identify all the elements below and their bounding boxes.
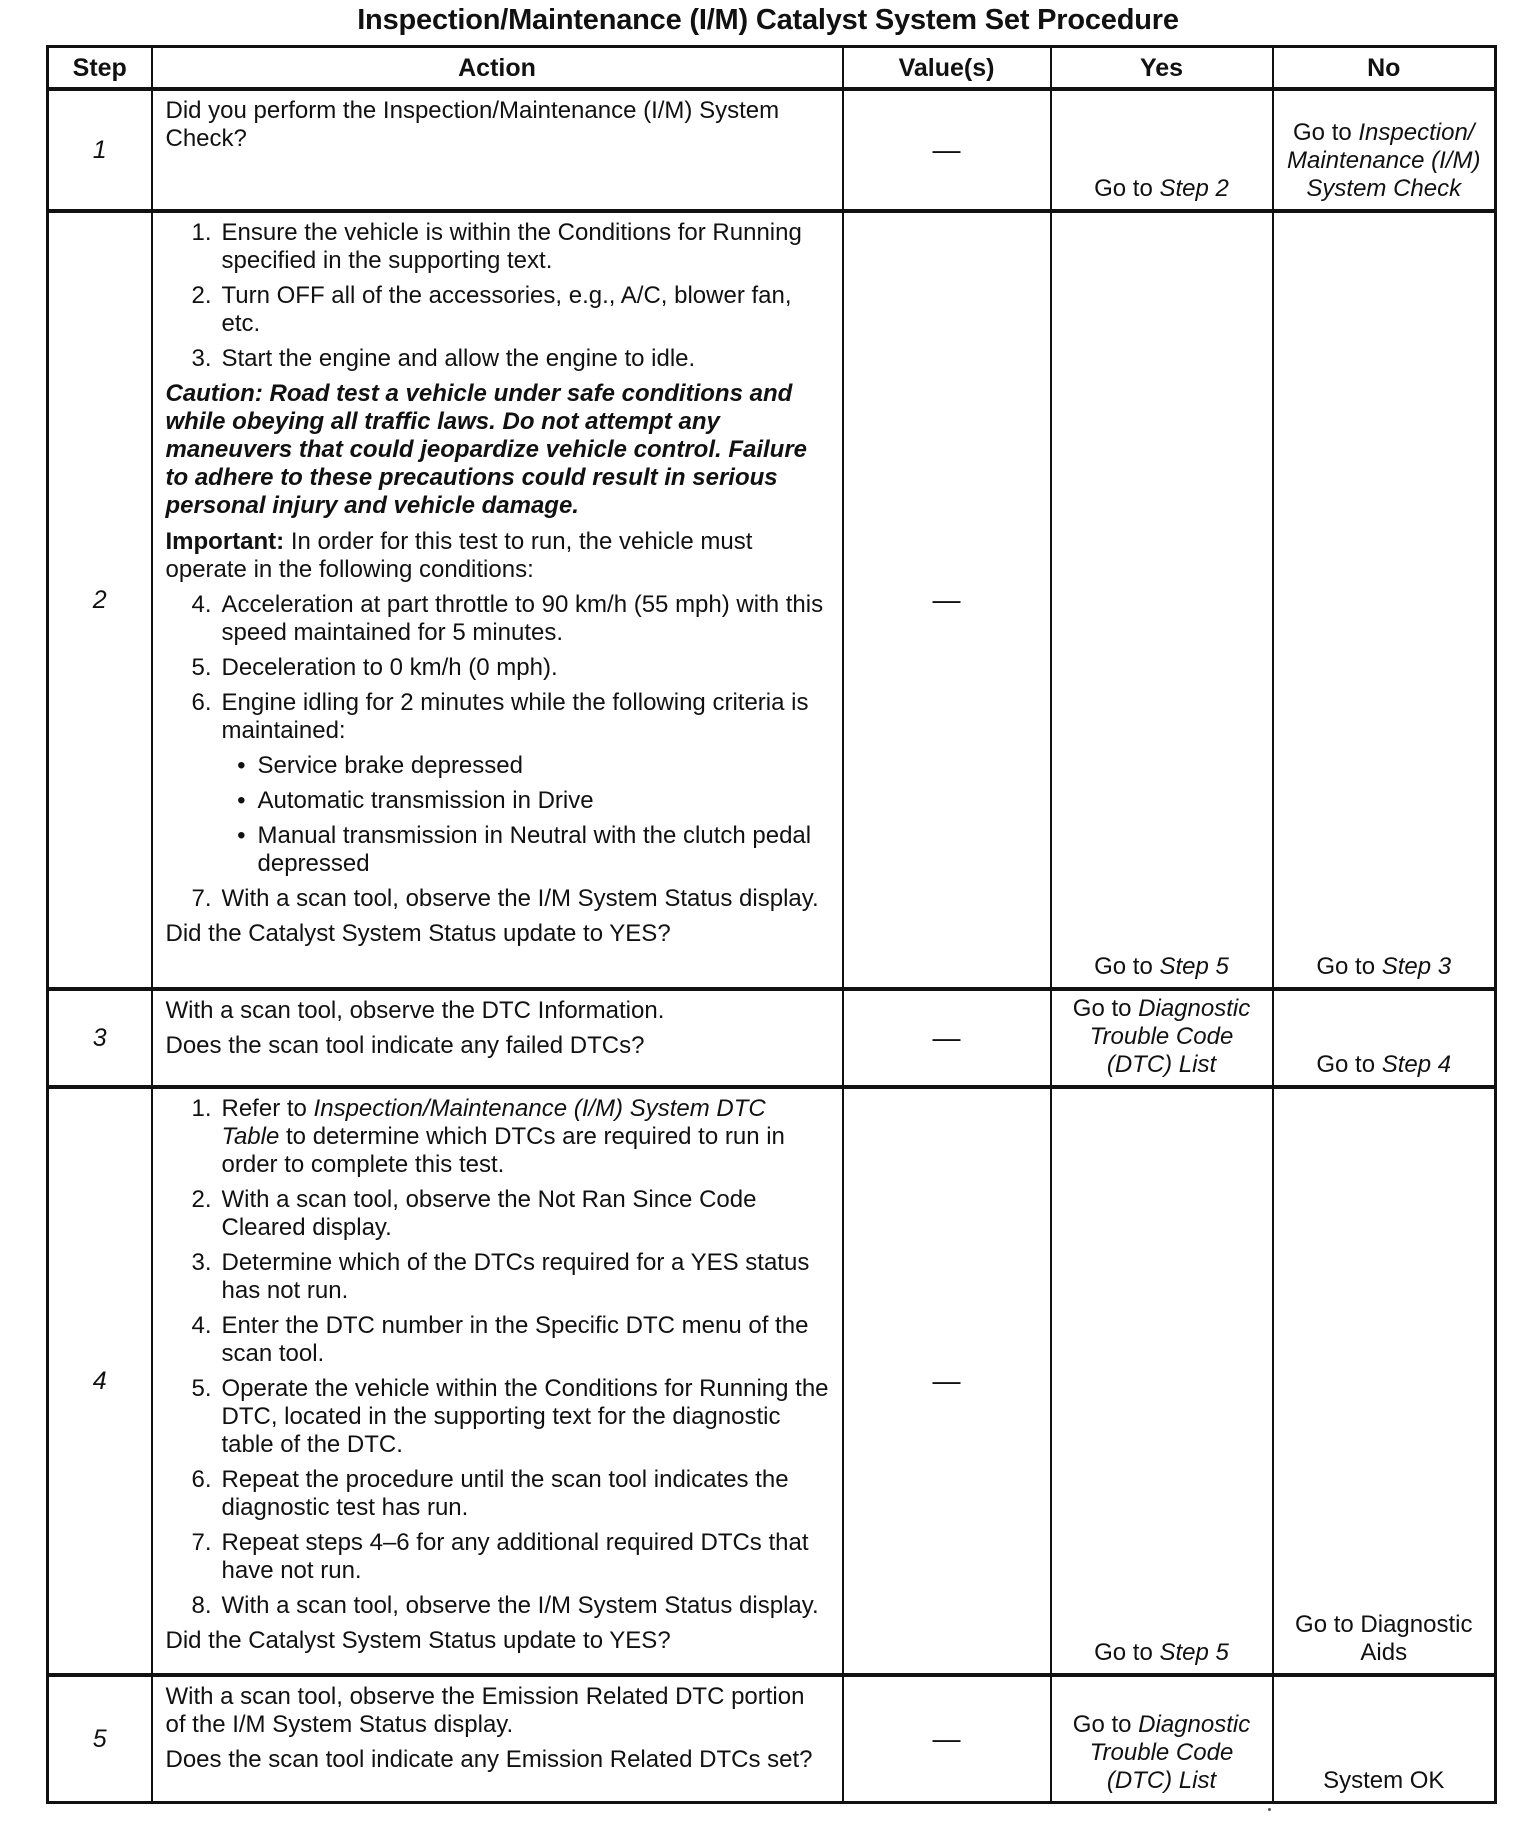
criteria-list [166,752,830,878]
list-item [166,1312,830,1368]
no-cell [1273,211,1496,989]
step-number: 5 [48,1675,152,1803]
action-list [166,591,830,745]
action-question: Did the Catalyst System Status update to YES? [165,919,671,947]
list-item [166,1529,830,1585]
header-values: Value(s) [843,47,1051,89]
item-text: Enter the DTC number in the Specific DTC menu of the scan tool. [221,1311,809,1367]
item-text: Ensure the vehicle is within the Conditions for Running specified in the supporting text. [221,218,802,274]
list-item [166,1249,830,1305]
step-number: 2 [48,211,152,989]
no-cell [1273,1087,1496,1675]
item-number: 8. [191,1591,212,1619]
no-cell [1273,1675,1496,1803]
item-text: With a scan tool, observe the Not Ran Since Code Cleared display. [221,1185,757,1241]
action-cell [152,989,843,1087]
no-cell [1273,989,1496,1087]
action-cell [152,1087,843,1675]
action-question: Does the scan tool indicate any Emission Related DTCs set? [165,1745,813,1773]
action-question: Did the Catalyst System Status update to YES? [165,1626,671,1654]
action-instruction: With a scan tool, observe the Emission Related DTC portion of the I/M System Status display. [165,1682,805,1738]
list-item [166,1186,830,1242]
bullet-icon: • [237,821,246,849]
bullet-text: Manual transmission in Neutral with the clutch pedal depressed [257,821,812,877]
item-number: 3. [191,344,212,372]
item-number: 7. [191,884,212,912]
action-list [166,1095,830,1620]
list-item [166,345,830,373]
item-number: 1. [191,1094,212,1122]
step-number: 3 [48,989,152,1087]
no-prefix: Go to [1316,952,1382,980]
item-number: 2. [191,1185,212,1213]
item-text: With a scan tool, observe the I/M System Status display. [221,1591,819,1619]
yes-cell [1051,211,1273,989]
item-number: 4. [191,590,212,618]
step-number: 1 [48,89,152,211]
item-number: 5. [191,1374,212,1402]
yes-dtc-list-link[interactable]: Diagnostic Trouble Code (DTC) List [1089,994,1251,1078]
value-cell: — [843,989,1051,1087]
action-cell [152,211,843,989]
item-number: 6. [191,688,212,716]
yes-prefix: Go to [1072,1711,1139,1738]
table-row [48,1675,1496,1803]
procedure-table [46,45,1497,1804]
list-item [166,885,830,913]
table-row [48,1087,1496,1675]
item-number: 1. [191,218,212,246]
value-cell: — [843,1675,1051,1803]
item-number: 7. [191,1528,212,1556]
item-text [222,1095,830,1179]
value-cell: — [843,1087,1051,1675]
list-item [166,689,830,745]
yes-cell [1051,989,1273,1087]
list-item [166,282,830,338]
yes-prefix: Go to [1094,1638,1160,1666]
item-text: Turn OFF all of the accessories, e.g., A/C, blower fan, etc. [221,281,792,337]
bullet-icon: • [237,751,246,779]
header-yes: Yes [1051,47,1273,89]
item-text: Engine idling for 2 minutes while the following criteria is maintained: [221,688,809,744]
header-action: Action [152,47,843,89]
header-no: No [1273,47,1496,89]
important-text: In order for this test to run, the vehicle must operate in the following conditions: [165,527,753,583]
bullet-icon: • [237,786,246,814]
value-cell: — [843,211,1051,989]
item-number: 4. [191,1311,212,1339]
page-title: Inspection/Maintenance (I/M) Catalyst System Set Procedure [357,4,1179,36]
no-prefix: Go to [1293,118,1359,146]
yes-cell [1051,89,1273,211]
action-list [166,219,830,373]
item-text: Deceleration to 0 km/h (0 mph). [221,653,558,681]
no-step-link[interactable]: Step 4 [1381,1050,1452,1078]
item-text: Operate the vehicle within the Conditions for Running the DTC, located in the supporting text for the diagnostic table of the DTC. [221,1374,829,1458]
table-row [48,211,1496,989]
list-item [166,1592,830,1620]
yes-step-link[interactable]: Step 5 [1159,952,1229,980]
bullet-item [166,752,830,780]
item-text: Repeat steps 4–6 for any additional required DTCs that have not run. [221,1528,809,1584]
action-cell [152,89,843,211]
scan-speck [1268,1808,1271,1811]
list-item [166,1466,830,1522]
item-text: Repeat the procedure until the scan tool indicates the diagnostic test has run. [221,1465,789,1521]
no-system-check-link[interactable]: Inspection/ Maintenance (I/M) System Check [1287,118,1481,202]
item-text-suffix: to determine which DTCs are required to run in order to complete this test. [221,1122,785,1178]
list-item [166,591,830,647]
caution-note: Caution: Road test a vehicle under safe conditions and while obeying all traffic laws. Do not attempt any maneuvers that could jeopardize vehicle control. Failure to adhere to these precautions could result in serious personal injury and vehicle damage. [165,379,808,519]
item-text-prefix: Refer to [221,1094,314,1122]
yes-prefix: Go to [1072,994,1139,1022]
item-number: 5. [191,653,212,681]
action-cell [152,1675,843,1803]
item-number: 6. [191,1465,212,1493]
dtc-table-link[interactable]: Inspection/Maintenance (I/M) System DTC Table [221,1094,766,1150]
action-list [166,885,830,913]
important-label: Important: [165,527,285,555]
yes-step-link[interactable]: Step 5 [1159,1638,1229,1666]
yes-dtc-list-link[interactable]: Diagnostic Trouble Code (DTC) List [1089,1711,1251,1794]
value-cell: — [843,89,1051,211]
no-cell [1273,89,1496,211]
list-item [166,1095,830,1179]
list-item [166,219,830,275]
yes-step-link[interactable]: Step 2 [1159,174,1229,202]
no-prefix: Go to [1316,1050,1382,1078]
item-text: Determine which of the DTCs required for a YES status has not run. [221,1248,810,1304]
item-number: 3. [191,1248,212,1276]
table-header-row [48,47,1496,89]
action-question: Does the scan tool indicate any failed DTCs? [165,1031,645,1059]
yes-cell [1051,1087,1273,1675]
list-item [166,654,830,682]
yes-prefix: Go to [1094,174,1160,202]
yes-cell [1051,1675,1273,1803]
table-row [48,89,1496,211]
no-step-link[interactable]: Step 3 [1381,952,1452,980]
header-step: Step [48,47,152,89]
item-text: With a scan tool, observe the I/M System Status display. [221,884,819,912]
bullet-text: Automatic transmission in Drive [257,786,594,814]
list-item [166,1375,830,1459]
table-row [48,989,1496,1087]
no-diagnostic-aids-link[interactable]: Go to Diagnostic Aids [1295,1610,1473,1666]
yes-prefix: Go to [1094,952,1160,980]
bullet-item [166,822,830,878]
action-instruction: With a scan tool, observe the DTC Information. [165,996,665,1024]
important-note [166,528,830,584]
no-result: System OK [1323,1767,1445,1794]
bullet-item [166,787,830,815]
bullet-text: Service brake depressed [257,751,523,779]
item-text: Acceleration at part throttle to 90 km/h (55 mph) with this speed maintained for 5 minutes. [221,590,824,646]
item-number: 2. [191,281,212,309]
step-number: 4 [48,1087,152,1675]
item-text: Start the engine and allow the engine to idle. [221,344,696,372]
action-question: Did you perform the Inspection/Maintenance (I/M) System Check? [165,96,780,152]
